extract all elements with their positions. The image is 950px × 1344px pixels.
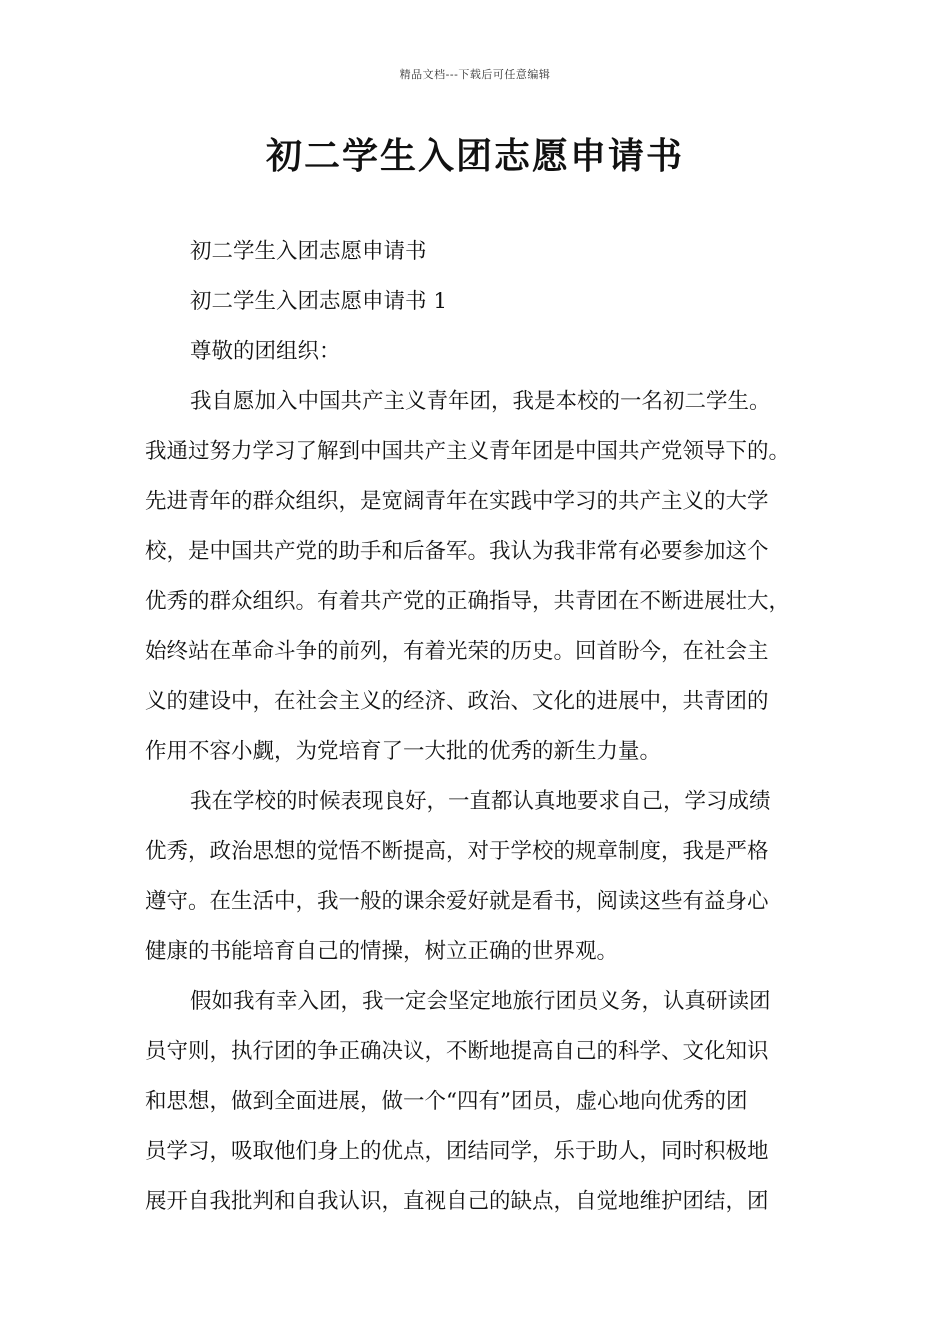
paragraph-line: 始终站在革命斗争的前列，有着光荣的历史。回首盼今，在社会主 [145,639,769,664]
paragraph-line: 我通过努力学习了解到中国共产主义青年团是中国共产党领导下的。 [145,439,791,464]
paragraph-line: 义的建设中，在社会主义的经济、政治、文化的进展中，共青团的 [145,689,769,714]
paragraph-line: 优秀的群众组织。有着共产党的正确指导，共青团在不断进展壮大， [145,589,791,614]
paragraph-line: 和思想，做到全面进展，做一个“四有”团员，虚心地向优秀的团 [145,1089,748,1114]
document-body [145,227,813,1227]
salutation-line: 尊敬的团组织： [190,339,341,364]
document-title: 初二学生入团志愿申请书 [265,135,684,177]
paragraph-line: 健康的书能培育自己的情操，树立正确的世界观。 [145,939,619,964]
paragraph-line: 我在学校的时候表现良好，一直都认真地要求自己，学习成绩 [190,789,771,814]
paragraph-line: 展开自我批判和自我认识，直视自己的缺点，自觉地维护团结，团 [145,1189,769,1214]
header-note: 精品文档---下载后可任意编辑 [399,68,551,81]
paragraph-line: 先进青年的群众组织，是宽阔青年在实践中学习的共产主义的大学 [145,489,769,514]
paragraph-line: 优秀，政治思想的觉悟不断提高，对于学校的规章制度，我是严格 [145,839,769,864]
paragraph-line: 员学习，吸取他们身上的优点，团结同学，乐于助人，同时积极地 [145,1139,769,1164]
paragraph-line: 员守则，执行团的争正确决议，不断地提高自己的科学、文化知识 [145,1039,769,1064]
paragraph-line: 作用不容小觑，为党培育了一大批的优秀的新生力量。 [145,739,662,764]
paragraph-line: 初二学生入团志愿申请书 1 [190,289,448,314]
paragraph-line: 假如我有幸入团，我一定会坚定地旅行团员义务，认真研读团 [190,989,771,1014]
paragraph-line: 初二学生入团志愿申请书 [190,239,427,264]
paragraph-line: 校，是中国共产党的助手和后备军。我认为我非常有必要参加这个 [145,539,769,564]
paragraph-line: 遵守。在生活中，我一般的课余爱好就是看书，阅读这些有益身心 [145,889,769,914]
paragraph-line: 我自愿加入中国共产主义青年团，我是本校的一名初二学生。 [190,389,771,414]
